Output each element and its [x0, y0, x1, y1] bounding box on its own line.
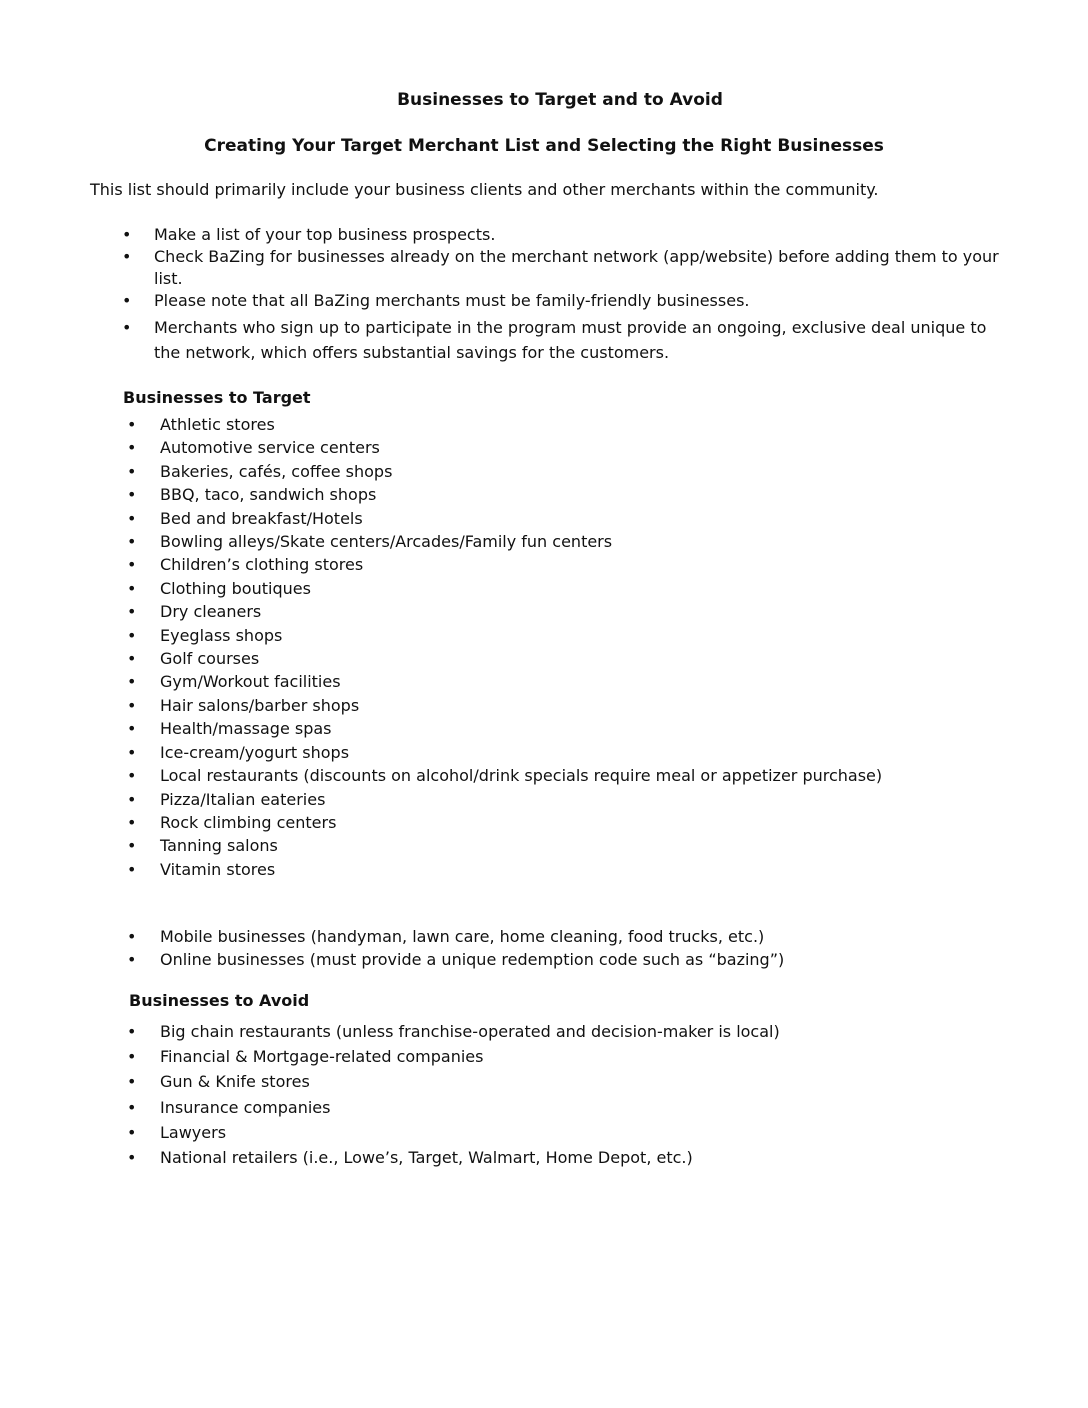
- page-title: Businesses to Target and to Avoid: [397, 90, 723, 110]
- avoid-list: [127, 1019, 927, 1170]
- bullet-icon: •: [122, 225, 132, 244]
- list-item: • Make a list of your top business prospects.: [122, 225, 496, 244]
- list-item-text: Eyeglass shops: [160, 625, 283, 645]
- list-item: [127, 507, 927, 530]
- list-item: [127, 741, 927, 764]
- bullet-icon: •: [127, 695, 137, 715]
- bullet-icon: •: [122, 318, 132, 337]
- list-item-text: Bed and breakfast/Hotels: [160, 508, 363, 528]
- list-item-text: Pizza/Italian eateries: [160, 789, 326, 809]
- list-item-text: Local restaurants (discounts on alcohol/drink specials require meal or appetizer purchase): [160, 766, 883, 786]
- list-item-text: Children’s clothing stores: [160, 555, 364, 575]
- bullet-icon: •: [127, 415, 137, 434]
- list-item: [127, 460, 927, 483]
- list-item: [127, 413, 927, 436]
- bullet-icon: •: [127, 508, 137, 528]
- list-item: [127, 670, 927, 693]
- bullet-icon: •: [127, 649, 137, 669]
- list-item: [127, 834, 927, 857]
- bullet-icon: •: [127, 625, 137, 645]
- list-item-text: Bowling alleys/Skate centers/Arcades/Family fun centers: [160, 532, 613, 552]
- bullet-icon: •: [127, 859, 137, 879]
- list-item: [127, 717, 927, 740]
- bullet-icon: •: [127, 812, 137, 832]
- target-heading: Businesses to Target: [123, 388, 311, 407]
- bullet-icon: •: [127, 789, 137, 809]
- list-item: [127, 600, 927, 623]
- bullet-icon: •: [127, 555, 137, 575]
- list-item-text: Automotive service centers: [160, 438, 380, 458]
- page-subtitle: Creating Your Target Merchant List and Selecting the Right Businesses: [204, 136, 884, 156]
- list-item: [127, 553, 927, 576]
- bullet-icon: •: [122, 291, 132, 310]
- list-item: [127, 925, 927, 948]
- list-item-text: Dry cleaners: [160, 602, 262, 622]
- list-item-text: Online businesses (must provide a unique redemption code such as “bazing”): [160, 950, 785, 970]
- bullet-icon: •: [127, 1148, 137, 1168]
- bullet-icon: •: [122, 247, 132, 266]
- list-item-text: Bakeries, cafés, coffee shops: [160, 461, 393, 481]
- list-item: [127, 483, 927, 506]
- bullet-icon: •: [127, 742, 137, 762]
- bullet-icon: •: [127, 578, 137, 598]
- bullet-icon: •: [127, 1022, 137, 1041]
- target-extra-list: [127, 925, 927, 972]
- bullet-icon: •: [127, 927, 137, 946]
- list-item: [127, 948, 927, 971]
- list-item-text: Ice-cream/yogurt shops: [160, 742, 350, 762]
- list-item: [127, 1120, 927, 1145]
- bullet-icon: •: [127, 1122, 137, 1142]
- list-item-text: Vitamin stores: [160, 859, 276, 879]
- list-item-text: Rock climbing centers: [160, 812, 337, 832]
- bullet-icon: •: [127, 438, 137, 458]
- list-item: [127, 1069, 927, 1094]
- intro-paragraph: This list should primarily include your business clients and other merchants within the community.: [90, 180, 879, 199]
- list-item: • Merchants who sign up to participate in the program must provide an ongoing, exclusive deal unique to the network, which offers substantial savings for the customers.: [122, 315, 1002, 365]
- bullet-icon: •: [127, 532, 137, 552]
- bullet-icon: •: [127, 836, 137, 856]
- list-item: [127, 1145, 927, 1170]
- bullet-icon: •: [127, 1097, 137, 1117]
- list-item-text: BBQ, taco, sandwich shops: [160, 485, 377, 505]
- list-item: [127, 1019, 927, 1044]
- avoid-heading: Businesses to Avoid: [129, 991, 310, 1010]
- list-item-text: Clothing boutiques: [160, 578, 311, 598]
- list-item-text: Big chain restaurants (unless franchise-operated and decision-maker is local): [160, 1022, 780, 1041]
- list-item-text: Tanning salons: [160, 836, 278, 856]
- list-item: [127, 858, 927, 881]
- bullet-icon: •: [127, 1047, 137, 1067]
- list-item: [127, 1044, 927, 1069]
- list-item: [127, 624, 927, 647]
- list-item: [127, 788, 927, 811]
- list-item-text: Mobile businesses (handyman, lawn care, home cleaning, food trucks, etc.): [160, 927, 765, 946]
- bullet-icon: •: [127, 766, 137, 786]
- bullet-icon: •: [127, 719, 137, 739]
- bullet-icon: •: [127, 485, 137, 505]
- list-item-text: Hair salons/barber shops: [160, 695, 360, 715]
- list-item-text: Insurance companies: [160, 1097, 331, 1117]
- list-item: [127, 647, 927, 670]
- list-item-text: National retailers (i.e., Lowe’s, Target, Walmart, Home Depot, etc.): [160, 1148, 693, 1168]
- bullet-icon: •: [127, 1072, 137, 1092]
- list-item-text: Health/massage spas: [160, 719, 332, 739]
- bullet-icon: •: [127, 672, 137, 692]
- list-item: [127, 811, 927, 834]
- list-item-text: Financial & Mortgage-related companies: [160, 1047, 484, 1067]
- list-item: • Please note that all BaZing merchants must be family-friendly businesses.: [122, 291, 750, 310]
- list-item: [127, 694, 927, 717]
- list-item: [127, 530, 927, 553]
- list-item-text: Lawyers: [160, 1122, 227, 1142]
- intro-bullet-list: [122, 224, 1002, 365]
- list-item: • Check BaZing for businesses already on the merchant network (app/website) before adding them to your list.: [122, 247, 999, 288]
- list-item-text: Golf courses: [160, 649, 260, 669]
- bullet-icon: •: [127, 461, 137, 481]
- bullet-icon: •: [127, 950, 137, 970]
- list-item-text: Athletic stores: [160, 415, 275, 434]
- list-item: [127, 577, 927, 600]
- list-item: [127, 1095, 927, 1120]
- list-item: [127, 764, 927, 787]
- list-item-text: Gun & Knife stores: [160, 1072, 310, 1092]
- target-list: [127, 413, 927, 881]
- bullet-icon: •: [127, 602, 137, 622]
- list-item: [127, 436, 927, 459]
- list-item-text: Gym/Workout facilities: [160, 672, 341, 692]
